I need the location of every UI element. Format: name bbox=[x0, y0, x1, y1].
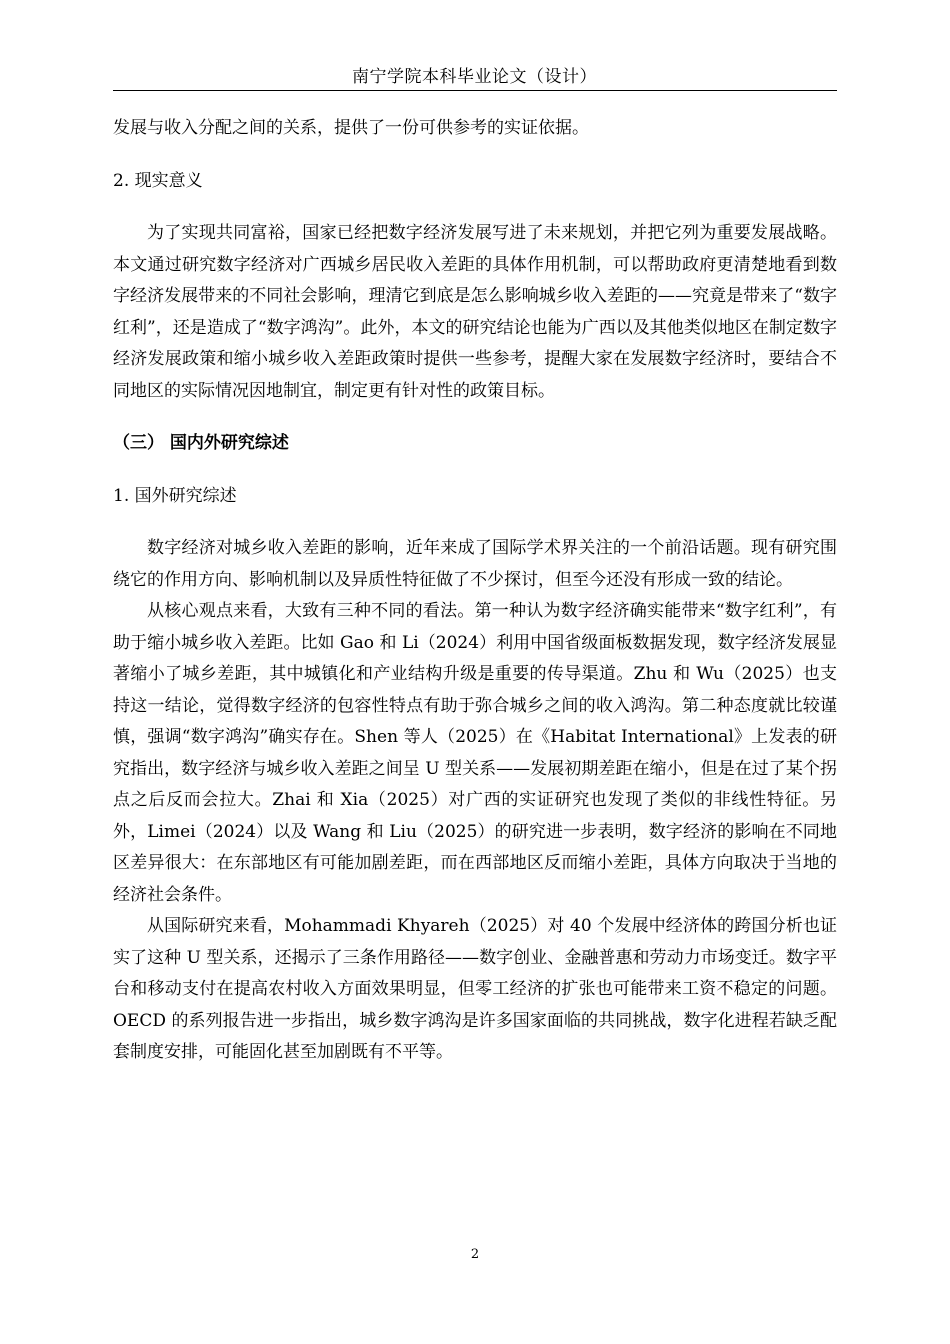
header-divider bbox=[113, 90, 837, 91]
document-body bbox=[113, 113, 837, 1069]
paragraph-core-views: 从核心观点来看，大致有三种不同的看法。第一种认为数字经济确实能带来“数字红利”，有助于缩小城乡收入差距。比如 Gao 和 Li（2024）利用中国省级面板数据发现，数字经济发展显著缩小了城乡差距，其中城镇化和产业结构升级是重要的传导渠道。Zhu 和 Wu（2025）也支持这一结论，觉得数字经济的包容性特点有助于弥合城乡之间的收入鸿沟。第二种态度就比较谨慎，强调“数字鸿沟”确实存在。Shen 等人（2025）在《Habitat International》上发表的研究指出，数字经济与城乡收入差距之间呈 U 型关系——发展初期差距在缩小，但是在过了某个拐点之后反而会拉大。Zhai 和 Xia（2025）对广西的实证研究也发现了类似的非线性特征。另外，Limei（2024）以及 Wang 和 Liu（2025）的研究进一步表明，数字经济的影响在不同地区差异很大：在东部地区有可能加剧差距，而在西部地区反而缩小差距，具体方向取决于当地的经济社会条件。 bbox=[113, 601, 837, 905]
paragraph-foreign-intro: 数字经济对城乡收入差距的影响，近年来成了国际学术界关注的一个前沿话题。现有研究围绕它的作用方向、影响机制以及异质性特征做了不少探讨，但至今还没有形成一致的结论。 bbox=[113, 538, 837, 590]
section-heading-literature-review: （三） 国内外研究综述 bbox=[113, 433, 289, 453]
page-header: 南宁学院本科毕业论文（设计） bbox=[352, 67, 597, 87]
subheading-practical-significance: 2. 现实意义 bbox=[113, 170, 203, 191]
paragraph-continuation: 发展与收入分配之间的关系，提供了一份可供参考的实证依据。 bbox=[113, 118, 589, 138]
subheading-foreign-review: 1. 国外研究综述 bbox=[113, 485, 237, 506]
page-number: 2 bbox=[470, 1247, 480, 1262]
paragraph-international-research: 从国际研究来看，Mohammadi Khyareh（2025）对 40 个发展中经济体的跨国分析也证实了这种 U 型关系，还揭示了三条作用路径——数字创业、金融普惠和劳动力市场变迁。数字平台和移动支付在提高农村收入方面效果明显，但零工经济的扩张也可能带来工资不稳定的问题。OECD 的系列报告进一步指出，城乡数字鸿沟是许多国家面临的共同挑战，数字化进程若缺乏配套制度安排，可能固化甚至加剧既有不平等。 bbox=[113, 916, 837, 1062]
paragraph-practical-significance: 为了实现共同富裕，国家已经把数字经济发展写进了未来规划，并把它列为重要发展战略。本文通过研究数字经济对广西城乡居民收入差距的具体作用机制，可以帮助政府更清楚地看到数字经济发展带来的不同社会影响，理清它到底是怎么影响城乡收入差距的——究竟是带来了“数字红利”，还是造成了“数字鸿沟”。此外，本文的研究结论也能为广西以及其他类似地区在制定数字经济发展政策和缩小城乡收入差距政策时提供一些参考，提醒大家在发展数字经济时，要结合不同地区的实际情况因地制宜，制定更有针对性的政策目标。 bbox=[113, 223, 837, 401]
